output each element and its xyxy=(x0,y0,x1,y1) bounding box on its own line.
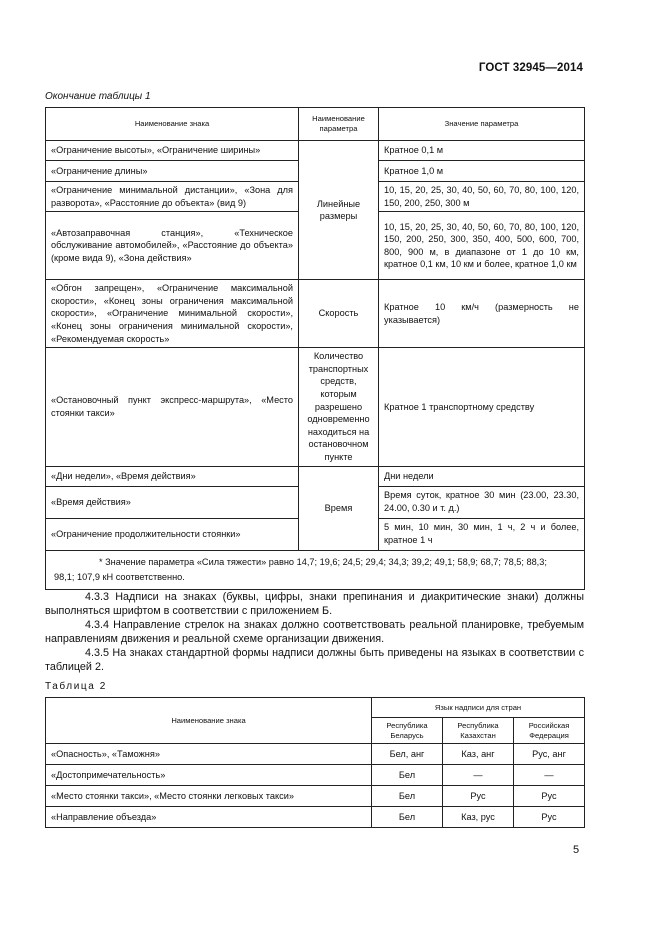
table1-caption: Окончание таблицы 1 xyxy=(45,91,151,102)
param-value-cell: 5 мин, 10 мин, 30 мин, 1 ч, 2 ч и более, кратное 1 ч xyxy=(379,518,585,550)
table2-header-row xyxy=(46,698,585,718)
param-speed-cell: Скорость xyxy=(299,280,379,348)
russia-cell: Рус xyxy=(514,807,585,828)
param-value-cell: Дни недели xyxy=(379,466,585,486)
kazakhstan-cell: Каз, анг xyxy=(443,744,514,765)
russia-cell: — xyxy=(514,765,585,786)
table-row xyxy=(46,348,585,466)
param-value-cell: Кратное 0,1 м xyxy=(379,141,585,161)
table1-col-param-name: Наименование параметра xyxy=(299,108,379,141)
sign-name-cell: «Место стоянки такси», «Место стоянки легковых такси» xyxy=(46,786,372,807)
table2-col-language-group: Язык надписи для стран xyxy=(372,698,585,718)
sign-name-cell: «Направление объезда» xyxy=(46,807,372,828)
document-id: ГОСТ 32945—2014 xyxy=(478,62,583,74)
page-number: 5 xyxy=(573,844,580,856)
table-row xyxy=(46,807,585,828)
sign-name-cell: «Ограничение высоты», «Ограничение ширины» xyxy=(46,141,299,161)
paragraph-4-3-5 xyxy=(45,646,584,674)
belarus-cell: Бел xyxy=(372,807,443,828)
russia-cell: Рус, анг xyxy=(514,744,585,765)
table1-footnote-row xyxy=(46,550,585,589)
sign-name-cell: «Обгон запрещен», «Ограничение максимальной скорости», «Конец зоны ограничения максимальной скорости», «Ограничение минимальной скорости», «Конец зоны ограничения минимальной скорости», «Рекомендуемая скорость» xyxy=(46,280,299,348)
table2-col-sign-name: Наименование знака xyxy=(46,698,372,744)
table-row xyxy=(46,765,585,786)
paragraph-text: 4.3.4 Направление стрелок на знаках должно соответствовать реальной планировке, требуемым направлениям движения и реальной схеме организации движения. xyxy=(45,619,584,645)
sign-name-cell: «Время действия» xyxy=(46,486,299,518)
sign-name-cell: «Достопримечательность» xyxy=(46,765,372,786)
belarus-cell: Бел xyxy=(372,765,443,786)
sign-name-cell: «Остановочный пункт экспресс-маршрута», «Место стоянки такси» xyxy=(46,348,299,466)
table-row xyxy=(46,141,585,161)
param-linear-cell: Линейные размеры xyxy=(299,141,379,280)
table1-col-param-value: Значение параметра xyxy=(379,108,585,141)
paragraph-text: 4.3.5 На знаках стандартной формы надписи должны быть приведены на языках в соответствии с таблицей 2. xyxy=(45,647,584,673)
sign-name-cell: «Ограничение продолжительности стоянки» xyxy=(46,518,299,550)
russia-cell: Рус xyxy=(514,786,585,807)
param-value-cell: Время суток, кратное 30 мин (23.00, 23.30, 24.00, 0.30 и т. д.) xyxy=(379,486,585,518)
table1-header-row xyxy=(46,108,585,141)
table2-caption: Таблица 2 xyxy=(45,681,107,692)
kazakhstan-cell: Рус xyxy=(443,786,514,807)
table1-col-sign-name: Наименование знака xyxy=(46,108,299,141)
kazakhstan-cell: — xyxy=(443,765,514,786)
param-value-cell: 10, 15, 20, 25, 30, 40, 50, 60, 70, 80, 100, 120, 150, 200, 250, 300 м xyxy=(379,182,585,212)
table-row xyxy=(46,466,585,486)
sign-name-cell: «Дни недели», «Время действия» xyxy=(46,466,299,486)
table1-footnote xyxy=(46,550,585,589)
belarus-cell: Бел xyxy=(372,786,443,807)
param-value-cell: Кратное 1 транспортному средству xyxy=(379,348,585,466)
paragraph-4-3-4 xyxy=(45,618,584,646)
sign-name-cell: «Ограничение минимальной дистанции», «Зона для разворота», «Расстояние до объекта» (вид 9) xyxy=(46,182,299,212)
param-value-cell: 10, 15, 20, 25, 30, 40, 50, 60, 70, 80, 100, 120, 150, 200, 250, 300, 350, 400, 500, 600, 700, 800, 900 м, в диапазоне от 1 до 10 км, кратное 0,1 км, 10 км и более, кратное 1,0 км xyxy=(379,212,585,280)
param-value-cell: Кратное 1,0 м xyxy=(379,161,585,182)
sign-name-cell: «Ограничение длины» xyxy=(46,161,299,182)
sign-name-cell: «Автозаправочная станция», «Техническое обслуживание автомобилей», «Расстояние до объекта» (кроме вида 9), «Зона действия» xyxy=(46,212,299,280)
paragraph-text: 4.3.3 Надписи на знаках (буквы, цифры, знаки препинания и диакритические знаки) должны выполняться шрифтом в соответствии с приложением Б. xyxy=(45,591,584,617)
belarus-cell: Бел, анг xyxy=(372,744,443,765)
param-time-cell: Время xyxy=(299,466,379,550)
kazakhstan-cell: Каз, рус xyxy=(443,807,514,828)
table2 xyxy=(45,697,585,828)
table-row xyxy=(46,786,585,807)
param-vehicles-cell: Количество транспортных средств, которым разрешено одновременно находиться на остановочном пункте xyxy=(299,348,379,466)
footnote-line-1: * Значение параметра «Сила тяжести» равно 14,7; 19,6; 24,5; 29,4; 34,3; 39,2; 49,1; 58,9; 68,7; 78,5; 88,3; xyxy=(99,556,547,567)
sign-name-cell: «Опасность», «Таможня» xyxy=(46,744,372,765)
table2-col-kazakhstan: Республика Казахстан xyxy=(443,718,514,744)
table-row xyxy=(46,280,585,348)
table-row xyxy=(46,744,585,765)
table2-col-russia: Российская Федерация xyxy=(514,718,585,744)
param-value-cell: Кратное 10 км/ч (размерность не указывается) xyxy=(379,280,585,348)
table2-col-belarus: Республика Беларусь xyxy=(372,718,443,744)
footnote-line-2: 98,1; 107,9 кН соответственно. xyxy=(54,571,185,582)
table1 xyxy=(45,107,585,590)
paragraph-4-3-3 xyxy=(45,590,584,618)
